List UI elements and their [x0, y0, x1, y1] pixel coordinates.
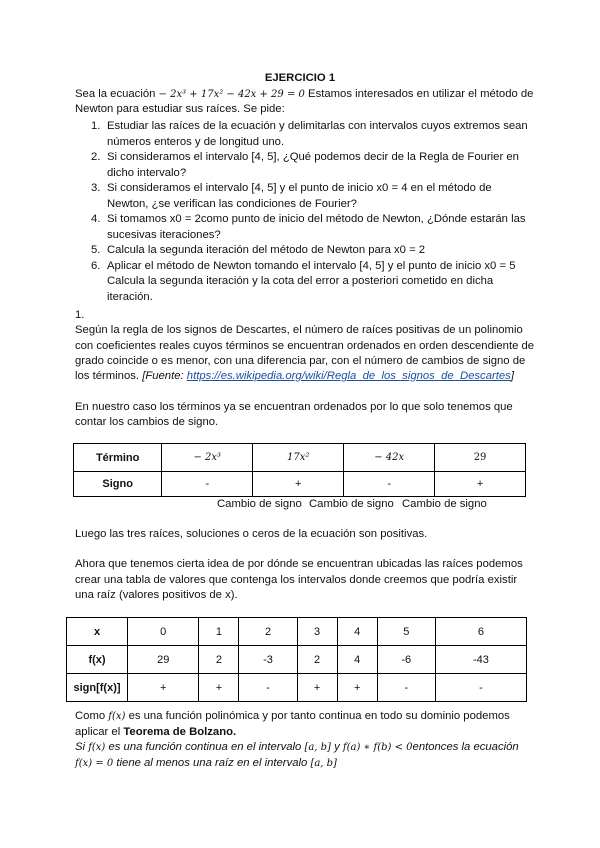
- term-cell: 29: [435, 444, 526, 472]
- question-text: dicho intervalo?: [107, 166, 187, 179]
- bolzano-text: es una función polinómica y por tanto continua en todo su dominio podemos: [128, 710, 510, 722]
- fx-symbol: f(x): [88, 742, 106, 753]
- conclusion: Luego las tres raíces, soluciones o ceros de la ecuación son positivas.: [75, 528, 428, 540]
- sign-change-label: Cambio de signo: [402, 498, 487, 510]
- table-cell: -: [377, 674, 435, 702]
- term-cell: − 2x³: [162, 444, 253, 472]
- values-table: [66, 617, 527, 702]
- stmt-text: y: [334, 741, 340, 753]
- table-cell: 3: [297, 618, 337, 646]
- sign-table: [73, 443, 526, 497]
- question-text: iteración.: [107, 290, 153, 303]
- question-text: Si tomamos x0 = 2como punto de inicio del método de Newton, ¿Dónde estarán las: [107, 213, 526, 225]
- values-intro-line: una raíz (valores positivos de x).: [75, 589, 238, 601]
- table-cell: 2: [297, 646, 337, 674]
- table-cell: -43: [435, 646, 526, 674]
- equation: − 2x³ + 17x² − 42x + 29 = 0: [158, 89, 305, 100]
- question-item: [75, 243, 535, 259]
- intro-text-post: Estamos interesados en utilizar el método de: [308, 88, 534, 100]
- table-cell: -6: [377, 646, 435, 674]
- equation-symbol: f(x) = 0: [75, 758, 114, 769]
- table-cell: -: [435, 674, 526, 702]
- theorem-statement-line-1: [75, 741, 519, 754]
- question-number: 1.: [91, 120, 101, 132]
- row-label: sign[f(x)]: [67, 674, 128, 702]
- theorem-statement-line-2: [75, 757, 337, 770]
- table-cell: -3: [239, 646, 297, 674]
- page-title: EJERCICIO 1: [264, 72, 336, 84]
- table-cell: +: [128, 674, 199, 702]
- stmt-text: Si: [75, 741, 86, 753]
- question-text: Aplicar el método de Newton tomando el intervalo [4, 5] y el punto de inicio x0 = 5: [107, 259, 516, 272]
- term-header: Término: [74, 444, 162, 472]
- bolzano-text: Como: [75, 710, 106, 722]
- answer-number: 1.: [75, 309, 85, 321]
- sign-change-label: Cambio de signo: [309, 498, 394, 510]
- stmt-text: entonces la ecuación: [412, 741, 519, 753]
- intro-line-2: Newton para estudiar sus raíces. Se pide:: [75, 103, 285, 115]
- question-list: [75, 119, 535, 305]
- intro-line-1: [75, 88, 533, 101]
- question-number: 3.: [91, 182, 101, 194]
- table-cell: +: [297, 674, 337, 702]
- term-cell: − 42x: [344, 444, 435, 472]
- bolzano-line-2: [75, 726, 236, 739]
- source-link[interactable]: https://es.wikipedia.org/wiki/Regla_de_los_signos_de_Descartes: [186, 370, 511, 382]
- bolzano-text: aplicar el: [75, 726, 121, 738]
- ordered-line-2: contar los cambios de signo.: [75, 416, 219, 428]
- source-label: [Fuente:: [142, 370, 184, 382]
- values-intro-line: crear una tabla de valores que contenga los intervalos donde creemos que podría existir: [75, 574, 518, 586]
- fx-symbol: f(x): [108, 711, 126, 722]
- question-item: [75, 150, 535, 181]
- term-cell: 17x²: [253, 444, 344, 472]
- descartes-text: los términos.: [75, 370, 140, 382]
- table-cell: 4: [337, 646, 377, 674]
- sign-cell: -: [344, 472, 435, 497]
- question-text: Calcula la segunda iteración del método de Newton para x0 = 2: [107, 244, 426, 256]
- table-cell: 6: [435, 618, 526, 646]
- sign-cell: +: [435, 472, 526, 497]
- question-item: [75, 259, 535, 306]
- bolzano-line-1: [75, 710, 510, 723]
- table-cell: 0: [128, 618, 199, 646]
- interval-symbol: [a, b]: [304, 742, 331, 753]
- stmt-text: es una función continua en el intervalo: [108, 741, 302, 753]
- question-number: 2.: [91, 151, 101, 163]
- table-cell: 5: [377, 618, 435, 646]
- question-number: 4.: [91, 213, 101, 225]
- question-text: Newton, ¿se verifican las condiciones de Fourier?: [107, 197, 357, 210]
- table-cell: 29: [128, 646, 199, 674]
- sign-cell: +: [253, 472, 344, 497]
- question-item: [75, 119, 535, 150]
- sign-change-label: Cambio de signo: [217, 498, 302, 510]
- question-text: sucesivas iteraciones?: [107, 228, 221, 241]
- question-number: 6.: [91, 259, 101, 272]
- interval-symbol: [a, b]: [310, 758, 337, 769]
- table-row: [67, 618, 527, 646]
- descartes-last-line: [75, 370, 514, 383]
- question-text: números enteros y de longitud uno.: [107, 135, 285, 148]
- product-expression: f(a) ∗ f(b) < 0: [342, 742, 413, 753]
- table-cell: 1: [199, 618, 239, 646]
- table-cell: 2: [239, 618, 297, 646]
- row-label: x: [67, 618, 128, 646]
- descartes-line: Según la regla de los signos de Descartes, el número de raíces positivas de un polinomio: [75, 324, 523, 336]
- table-row: [67, 674, 527, 702]
- stmt-text: tiene al menos una raíz en el intervalo: [116, 757, 308, 769]
- table-cell: +: [337, 674, 377, 702]
- row-label: f(x): [67, 646, 128, 674]
- question-item: [75, 181, 535, 212]
- table-cell: -: [239, 674, 297, 702]
- table-cell: 2: [199, 646, 239, 674]
- sign-header: Signo: [74, 472, 162, 497]
- question-text: Estudiar las raíces de la ecuación y delimitarlas con intervalos cuyos extremos sean: [107, 120, 528, 132]
- descartes-line: grado coincide o es menor, con una diferencia par, con el número de cambios de signo de: [75, 355, 526, 367]
- table-cell: 4: [337, 618, 377, 646]
- values-intro-line: Ahora que tenemos cierta idea de por dónde se encuentran ubicadas las raíces podemos: [75, 558, 523, 570]
- theorem-name: Teorema de Bolzano.: [123, 726, 237, 738]
- descartes-line: con coeficientes reales cuyos términos se encuentran ordenados en orden descendiente de: [75, 339, 535, 352]
- question-text: Si consideramos el intervalo [4, 5] y el punto de inicio x0 = 4 en el método de: [107, 182, 492, 194]
- table-row: [67, 646, 527, 674]
- question-number: 5.: [91, 244, 101, 256]
- intro-text: Sea la ecuación: [75, 88, 156, 100]
- ordered-line-1: En nuestro caso los términos ya se encuentran ordenados por lo que solo tenemos que: [75, 401, 513, 413]
- sign-cell: -: [162, 472, 253, 497]
- question-item: [75, 212, 535, 243]
- question-text: Si consideramos el intervalo [4, 5], ¿Qué podemos decir de la Regla de Fourier en: [107, 151, 519, 163]
- source-close: ]: [510, 370, 514, 382]
- table-cell: +: [199, 674, 239, 702]
- question-text: Calcula la segunda iteración y la cota del error a posteriori cometido en dicha: [107, 275, 494, 287]
